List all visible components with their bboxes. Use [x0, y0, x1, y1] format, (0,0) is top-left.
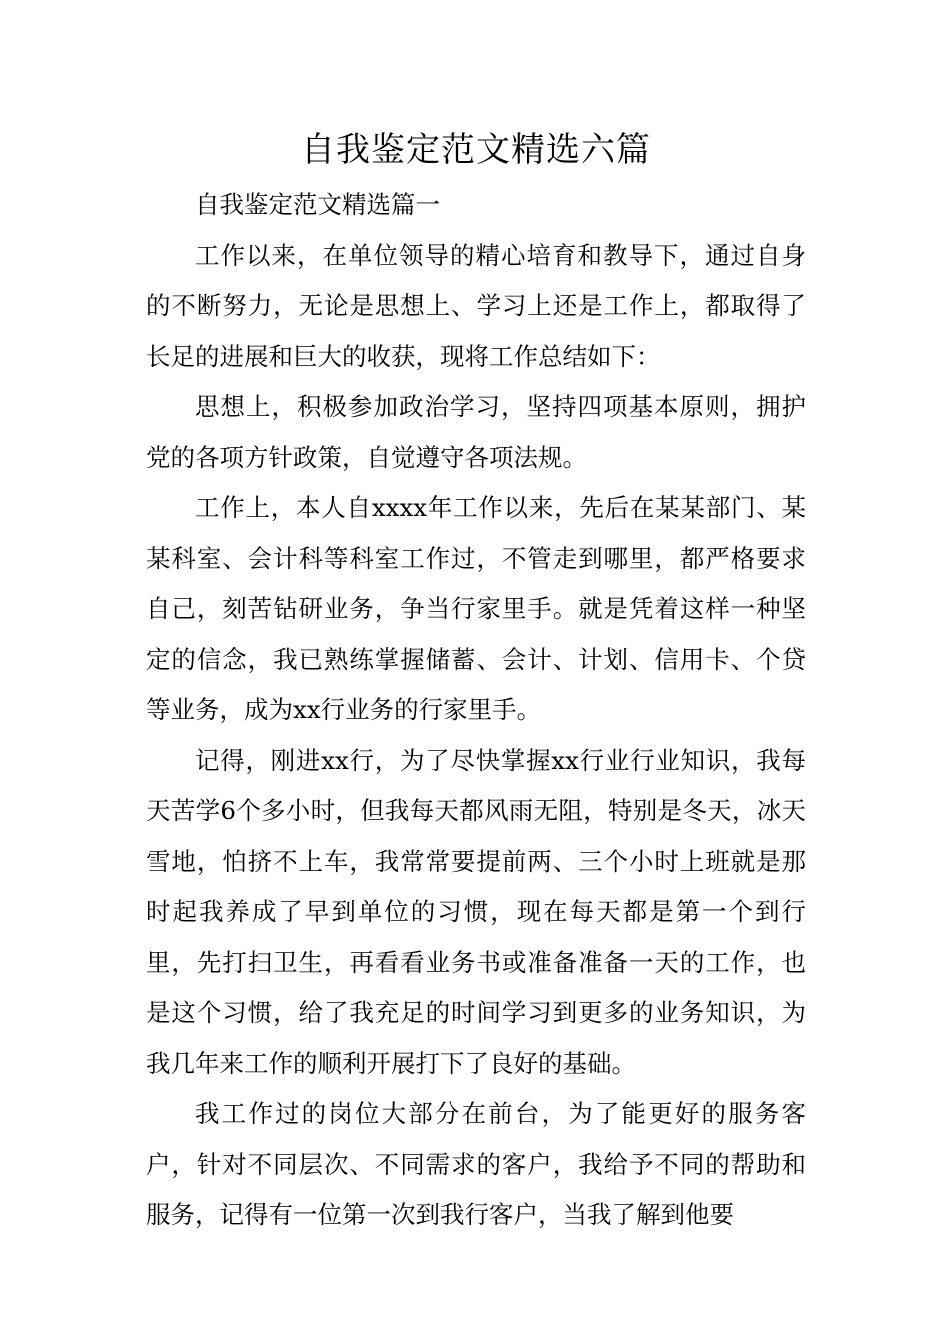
document-title: 自我鉴定范文精选六篇 [301, 130, 651, 170]
paragraph-service: 我工作过的岗位大部分在前台，为了能更好的服务客户，针对不同层次、不同需求的客户，我给予不同的帮助和服务，记得有一位第一次到我行客户，当我了解到他要 [146, 1099, 806, 1229]
paragraph-intro: 工作以来，在单位领导的精心培育和教导下，通过自身的不断努力，无论是思想上、学习上还是工作上，都取得了长足的进展和巨大的收获，现将工作总结如下： [146, 240, 806, 371]
paragraph-memory: 记得，刚进xx行，为了尽快掌握xx行业行业知识，我每天苦学6个多小时，但我每天都风雨无阻，特别是冬天，冰天雪地，怕挤不上车，我常常要提前两、三个小时上班就是那时起我养成了早到单位的习惯，现在每天都是第一个到行里，先打扫卫生，再看看业务书或准备准备一天的工作，也是这个习惯，给了我充足的时间学习到更多的业务知识，为我几年来工作的顺利开展打下了良好的基础。 [146, 745, 806, 1078]
paragraph-ideology: 思想上，积极参加政治学习，坚持四项基本原则，拥护党的各项方针政策，自觉遵守各项法规。 [146, 392, 806, 472]
paragraph-work: 工作上，本人自xxxx年工作以来，先后在某某部门、某某科室、会计科等科室工作过，不管走到哪里，都严格要求自己，刻苦钻研业务，争当行家里手。就是凭着这样一种坚定的信念，我已熟练掌握储蓄、会计、计划、信用卡、个贷等业务，成为xx行业务的行家里手。 [146, 493, 806, 724]
document-body [146, 120, 806, 1241]
section-heading: 自我鉴定范文精选篇一 [195, 190, 440, 219]
